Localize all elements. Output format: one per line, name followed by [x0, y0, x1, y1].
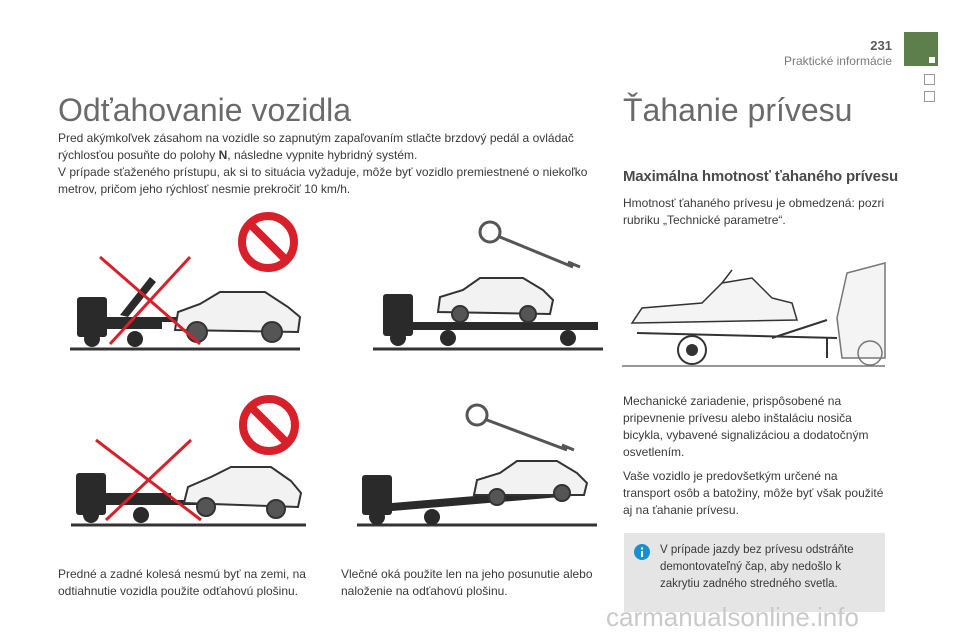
max-trailer-weight-heading: Maximálna hmotnosť ťahaného prívesu — [623, 168, 898, 185]
chapter-tab-active[interactable] — [904, 32, 938, 66]
trailer-towing-title: Ťahanie prívesu — [623, 92, 853, 128]
tow-truck — [77, 277, 182, 347]
towing-eye-icon — [480, 222, 580, 267]
loading-platform-illustration — [352, 395, 602, 535]
trailer-equipment-text: Mechanické zariadenie, prispôsobené na pripevnenie prívesu alebo inštaláciu nosiča bicykla, vybavené signalizáciou a dodatočným osvetlením. Vaše vozidlo je predovšetkým určené na transport osôb a batožiny, môže byť však použité aj na ťahanie prívesu. — [623, 394, 884, 517]
caption-towing-eye: Vlečné oká použite len na jeho posunutie alebo naloženie na odťahovú plošinu. — [341, 567, 593, 598]
prohibited-tow-illustration — [60, 212, 310, 357]
page-number: 231 — [870, 38, 892, 53]
car-rear — [837, 263, 885, 365]
info-icon — [634, 544, 650, 560]
prohibition-icon — [242, 216, 294, 268]
loaded-car — [438, 278, 553, 322]
prohibition-icon — [243, 399, 295, 451]
info-text: V prípade jazdy bez prívesu odstráňte demontovateľný čap, aby nedošlo k zakrytiu zadného stredného svetla. — [660, 544, 854, 590]
chapter-tab[interactable] — [924, 91, 935, 102]
chapter-tab[interactable] — [924, 74, 935, 85]
flatbed-illustration — [368, 212, 608, 357]
jet-ski — [632, 270, 797, 323]
prohibited-lift-illustration — [66, 395, 311, 535]
trailer-weight-text: Hmotnosť ťahaného prívesu je obmedzená: pozri rubriku „Technické parametre“. — [623, 196, 885, 227]
towing-intro: Pred akýmkoľvek zásahom na vozidle so zapnutým zapaľovaním stlačte brzdový pedál a ovládač rýchlosťou posuňte do polohy N, následne vypnite hybridný systém. V prípade sťaženého prístupu, ak si to situácia vyžaduje, môže byť vozidlo premiestnené o niekoľko metrov, pričom jeho rýchlosť nesmie prekročiť 10 km/h. — [58, 131, 588, 196]
towing-vehicle-title: Odťahovanie vozidla — [58, 92, 352, 128]
cross-icon — [100, 257, 200, 344]
info-box — [624, 533, 885, 612]
towing-eye-icon — [467, 405, 574, 450]
watermark: carmanualsonline.info — [606, 602, 859, 632]
towed-car — [175, 292, 300, 342]
cross-icon — [96, 440, 201, 520]
caption-prohibited: Predné a zadné kolesá nesmú byť na zemi, na odtiahnutie vozidla použite odťahovú plošinu. — [58, 567, 306, 598]
towed-car — [184, 467, 301, 518]
trailer-frame — [637, 320, 837, 364]
trailer-illustration — [622, 258, 885, 368]
section-label: Praktické informácie — [783, 54, 892, 68]
